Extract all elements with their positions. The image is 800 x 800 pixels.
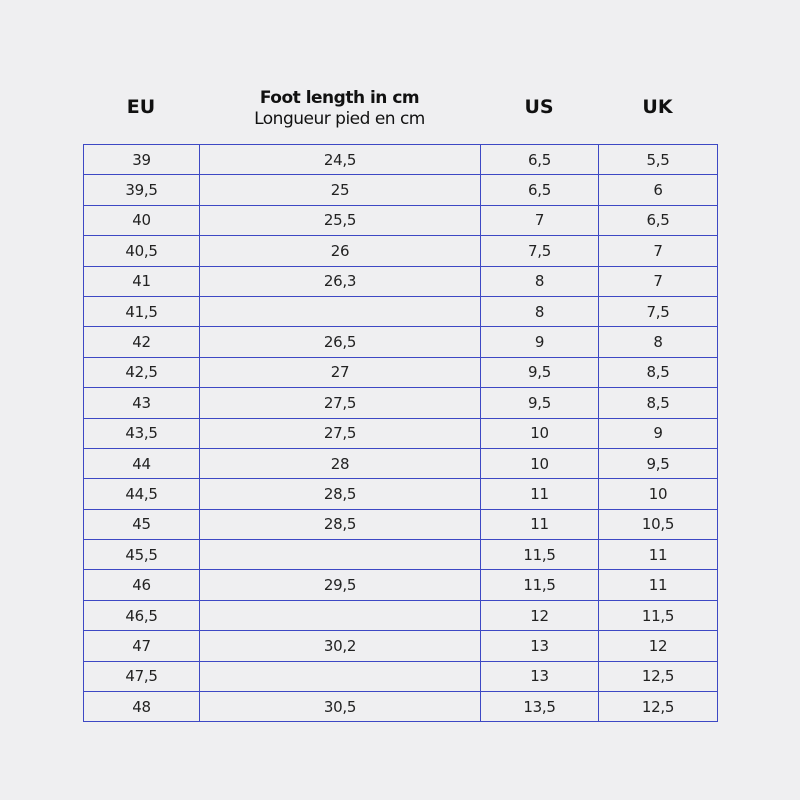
cell-eu: 46,5 bbox=[84, 600, 200, 630]
cell-foot-length: 27 bbox=[200, 357, 481, 387]
cell-foot-length: 26,5 bbox=[200, 327, 481, 357]
cell-uk: 11 bbox=[599, 570, 718, 600]
table-row bbox=[84, 661, 718, 691]
table-row bbox=[84, 448, 718, 478]
table-row bbox=[84, 600, 718, 630]
cell-uk: 11,5 bbox=[599, 600, 718, 630]
cell-uk: 12,5 bbox=[599, 692, 718, 722]
cell-foot-length: 24,5 bbox=[200, 145, 481, 175]
cell-eu: 43 bbox=[84, 388, 200, 418]
header-uk: UK bbox=[642, 96, 673, 118]
cell-us: 6,5 bbox=[481, 175, 599, 205]
cell-eu: 42 bbox=[84, 327, 200, 357]
cell-uk: 12,5 bbox=[599, 661, 718, 691]
header-eu: EU bbox=[126, 96, 156, 118]
cell-foot-length bbox=[200, 600, 481, 630]
cell-foot-length: 28,5 bbox=[200, 479, 481, 509]
cell-foot-length: 30,2 bbox=[200, 631, 481, 661]
table-row bbox=[84, 236, 718, 266]
cell-us: 13,5 bbox=[481, 692, 599, 722]
cell-foot-length bbox=[200, 296, 481, 326]
cell-eu: 44 bbox=[84, 448, 200, 478]
cell-eu: 40,5 bbox=[84, 236, 200, 266]
cell-foot-length: 28,5 bbox=[200, 509, 481, 539]
cell-foot-length: 25,5 bbox=[200, 205, 481, 235]
cell-uk: 7 bbox=[599, 236, 718, 266]
cell-foot-length: 29,5 bbox=[200, 570, 481, 600]
cell-eu: 39 bbox=[84, 145, 200, 175]
cell-us: 10 bbox=[481, 418, 599, 448]
cell-foot-length: 27,5 bbox=[200, 418, 481, 448]
cell-eu: 45 bbox=[84, 509, 200, 539]
cell-us: 8 bbox=[481, 266, 599, 296]
size-table bbox=[83, 144, 718, 722]
header-foot-length-en: Foot length in cm bbox=[259, 88, 420, 108]
cell-uk: 6 bbox=[599, 175, 718, 205]
cell-eu: 47,5 bbox=[84, 661, 200, 691]
cell-eu: 46 bbox=[84, 570, 200, 600]
cell-uk: 11 bbox=[599, 540, 718, 570]
cell-us: 9 bbox=[481, 327, 599, 357]
cell-us: 13 bbox=[481, 661, 599, 691]
cell-eu: 40 bbox=[84, 205, 200, 235]
size-chart-header bbox=[83, 0, 717, 144]
cell-us: 6,5 bbox=[481, 145, 599, 175]
cell-uk: 10 bbox=[599, 479, 718, 509]
table-row bbox=[84, 357, 718, 387]
table-row bbox=[84, 296, 718, 326]
cell-eu: 48 bbox=[84, 692, 200, 722]
cell-uk: 12 bbox=[599, 631, 718, 661]
table-row bbox=[84, 266, 718, 296]
cell-eu: 44,5 bbox=[84, 479, 200, 509]
cell-eu: 39,5 bbox=[84, 175, 200, 205]
cell-foot-length: 30,5 bbox=[200, 692, 481, 722]
cell-foot-length: 26,3 bbox=[200, 266, 481, 296]
cell-uk: 8,5 bbox=[599, 388, 718, 418]
cell-uk: 7,5 bbox=[599, 296, 718, 326]
cell-uk: 6,5 bbox=[599, 205, 718, 235]
cell-eu: 43,5 bbox=[84, 418, 200, 448]
cell-us: 8 bbox=[481, 296, 599, 326]
cell-eu: 41 bbox=[84, 266, 200, 296]
table-row bbox=[84, 509, 718, 539]
cell-foot-length bbox=[200, 540, 481, 570]
cell-foot-length: 28 bbox=[200, 448, 481, 478]
table-row bbox=[84, 388, 718, 418]
header-foot-length bbox=[199, 88, 480, 130]
table-row bbox=[84, 540, 718, 570]
table-row bbox=[84, 479, 718, 509]
cell-us: 13 bbox=[481, 631, 599, 661]
table-row bbox=[84, 418, 718, 448]
table-row bbox=[84, 205, 718, 235]
cell-us: 10 bbox=[481, 448, 599, 478]
cell-us: 11,5 bbox=[481, 570, 599, 600]
cell-eu: 41,5 bbox=[84, 296, 200, 326]
cell-us: 7 bbox=[481, 205, 599, 235]
cell-uk: 9,5 bbox=[599, 448, 718, 478]
cell-uk: 8 bbox=[599, 327, 718, 357]
table-row bbox=[84, 327, 718, 357]
table-row bbox=[84, 175, 718, 205]
cell-uk: 8,5 bbox=[599, 357, 718, 387]
cell-uk: 9 bbox=[599, 418, 718, 448]
cell-eu: 42,5 bbox=[84, 357, 200, 387]
cell-eu: 47 bbox=[84, 631, 200, 661]
cell-foot-length: 26 bbox=[200, 236, 481, 266]
table-row bbox=[84, 631, 718, 661]
cell-us: 11 bbox=[481, 479, 599, 509]
cell-eu: 45,5 bbox=[84, 540, 200, 570]
cell-uk: 10,5 bbox=[599, 509, 718, 539]
table-row bbox=[84, 692, 718, 722]
size-table-body bbox=[84, 145, 718, 722]
cell-us: 11,5 bbox=[481, 540, 599, 570]
cell-us: 11 bbox=[481, 509, 599, 539]
header-us: US bbox=[524, 96, 554, 118]
cell-us: 12 bbox=[481, 600, 599, 630]
cell-uk: 7 bbox=[599, 266, 718, 296]
cell-foot-length: 27,5 bbox=[200, 388, 481, 418]
cell-uk: 5,5 bbox=[599, 145, 718, 175]
cell-us: 9,5 bbox=[481, 357, 599, 387]
cell-us: 7,5 bbox=[481, 236, 599, 266]
table-row bbox=[84, 145, 718, 175]
cell-foot-length: 25 bbox=[200, 175, 481, 205]
cell-us: 9,5 bbox=[481, 388, 599, 418]
cell-foot-length bbox=[200, 661, 481, 691]
header-foot-length-fr: Longueur pied en cm bbox=[254, 109, 425, 129]
table-row bbox=[84, 570, 718, 600]
